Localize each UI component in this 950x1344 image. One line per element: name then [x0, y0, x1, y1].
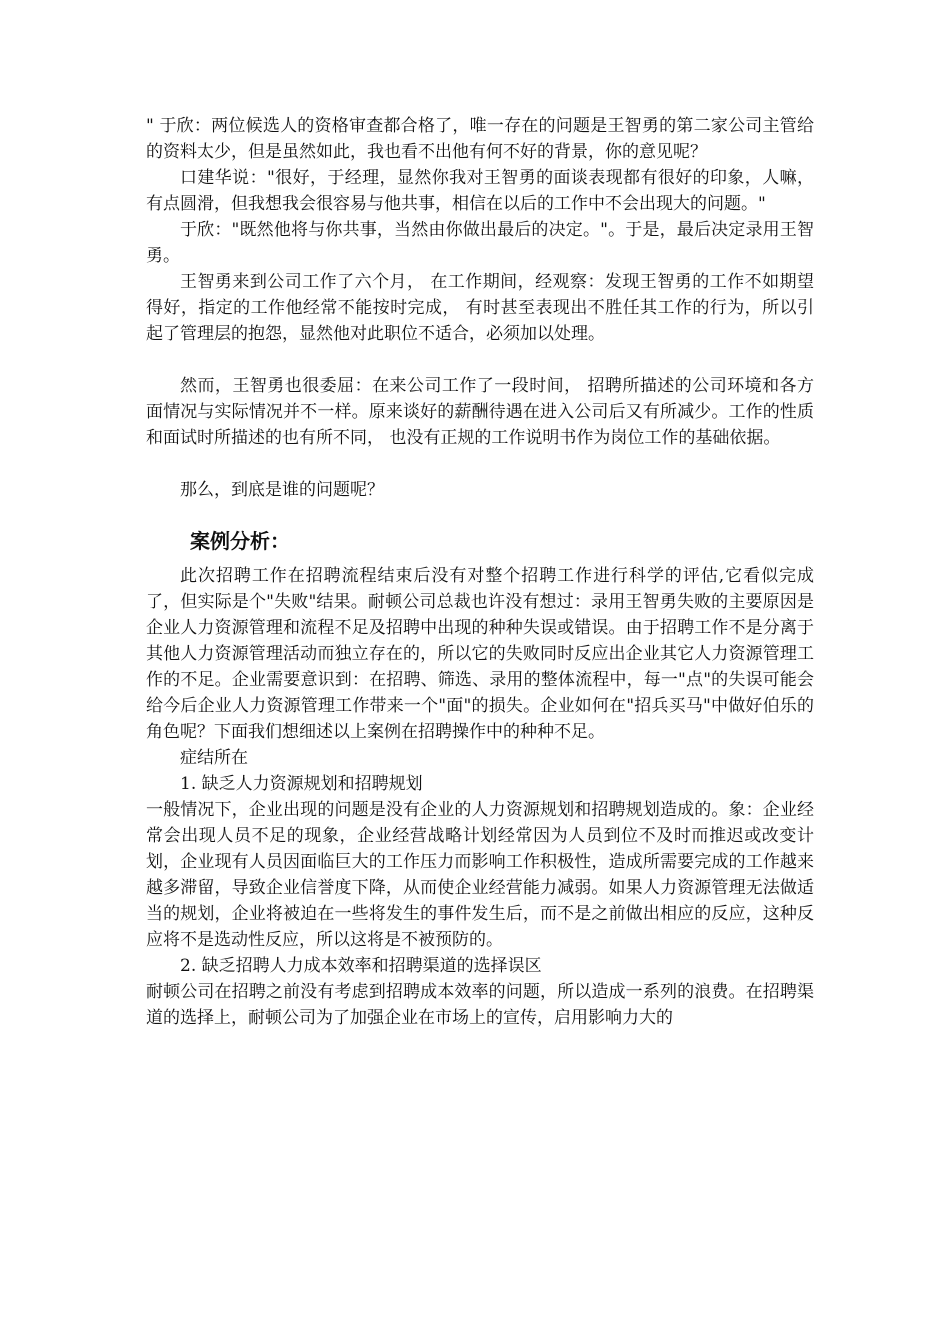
list-item-1-body: 一般情况下，企业出现的问题是没有企业的人力资源规划和招聘规划造成的。象：企业经常会出现人员不足的现象，企业经营战略计划经常因为人员到位不及时而推迟或改变计划，企业现有人员因面临巨大的工作压力而影响工作积极性，造成所需要完成的工作越来越多滞留，导致企业信誉度下降，从而使企业经营能力减弱。如果人力资源管理无法做适当的规划，企业将被迫在一些将发生的事件发生后，而不是之前做出相应的反应，这种反应将不是选动性反应，所以这将是不被预防的。: [146, 800, 814, 950]
document-body: [146, 113, 814, 1031]
section-heading-case-analysis: 案例分析：: [190, 529, 290, 553]
subheading-root-cause: 症结所在: [180, 748, 248, 768]
paragraph-decision: 于欣："既然他将与你共事，当然由你做出最后的决定。"。于是，最后决定录用王智勇。: [146, 220, 814, 266]
list-item-1-title: 1. 缺乏人力资源规划和招聘规划: [180, 774, 423, 794]
list-item-2-title: 2. 缺乏招聘人力成本效率和招聘渠道的选择误区: [180, 956, 542, 976]
list-item-2-body: 耐顿公司在招聘之前没有考虑到招聘成本效率的问题，所以造成一系列的浪费。在招聘渠道的选择上，耐顿公司为了加强企业在市场上的宣传，启用影响力大的: [146, 982, 814, 1028]
paragraph-grievance: 然而，王智勇也很委屈：在来公司工作了一段时间， 招聘所描述的公司环境和各方面情况与实际情况并不一样。原来谈好的薪酬待遇在进入公司后又有所减少。工作的性质和面试时所描述的也有所不同， 也没有正规的工作说明书作为岗位工作的基础依据。: [146, 376, 814, 448]
paragraph-dialogue-yuxin: " 于欣：两位候选人的资格审查都合格了，唯一存在的问题是王智勇的第二家公司主管给的资料太少，但是虽然如此，我也看不出他有何不好的背景，你的意见呢？: [146, 116, 814, 162]
paragraph-performance: 王智勇来到公司工作了六个月， 在工作期间，经观察：发现王智勇的工作不如期望得好，指定的工作他经常不能按时完成， 有时甚至表现出不胜任其工作的行为，所以引起了管理层的抱怨，显然他对此职位不适合，必须加以处理。: [146, 272, 814, 344]
paragraph-dialogue-jianhua: 口建华说："很好，于经理，显然你我对王智勇的面谈表现都有很好的印象，人嘛，有点圆滑，但我想我会很容易与他共事，相信在以后的工作中不会出现大的问题。": [146, 168, 814, 214]
paragraph-question: 那么，到底是谁的问题呢？: [180, 480, 384, 500]
paragraph-analysis: 此次招聘工作在招聘流程结束后没有对整个招聘工作进行科学的评估,它看似完成了，但实际是个"失败"结果。耐顿公司总裁也许没有想过：录用王智勇失败的主要原因是企业人力资源管理和流程不足及招聘中出现的种种失误或错误。由于招聘工作不是分离于其他人力资源管理活动而独立存在的，所以它的失败同时反应出企业其它人力资源管理工作的不足。企业需要意识到：在招聘、筛选、录用的整体流程中，每一"点"的失误可能会给今后企业人力资源管理工作带来一个"面"的损失。企业如何在"招兵买马"中做好伯乐的角色呢？下面我们想细述以上案例在招聘操作中的种种不足。: [146, 566, 814, 742]
